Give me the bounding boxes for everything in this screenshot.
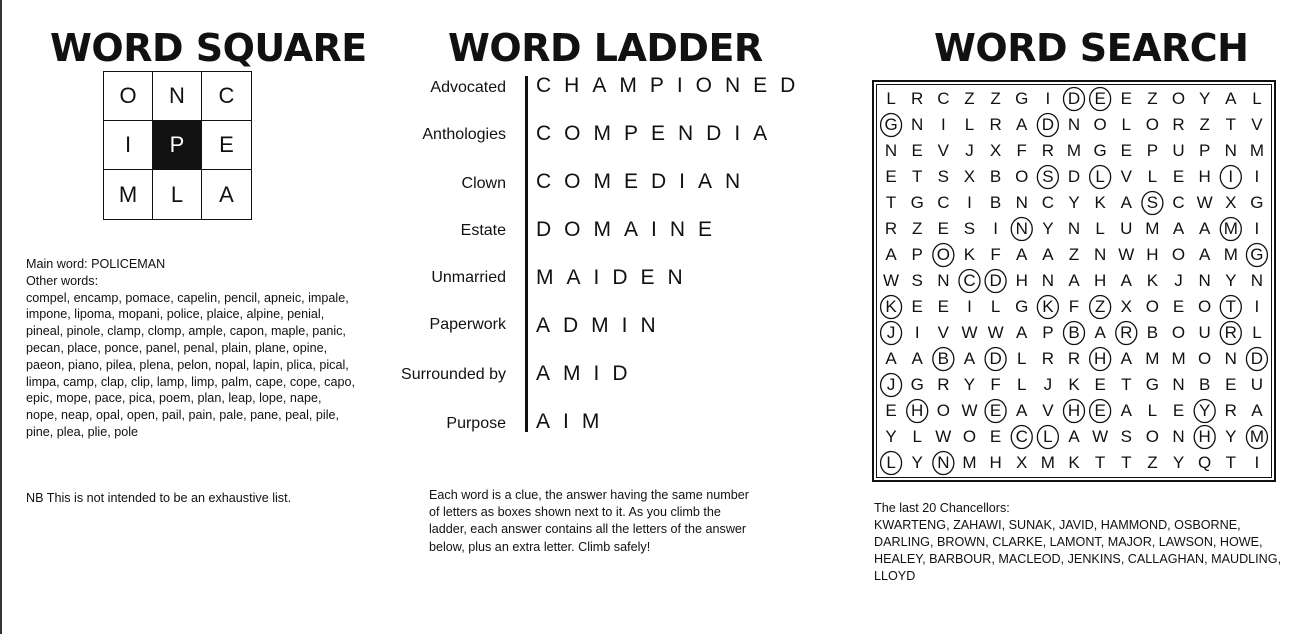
word-search-letter: N <box>1015 219 1028 238</box>
word-search-letter: I <box>914 323 920 342</box>
word-search-letter: A <box>885 349 897 368</box>
word-search-letter: A <box>1016 245 1028 264</box>
word-search-letter: N <box>1172 375 1185 394</box>
ladder-instructions: Each word is a clue, the answer having the same number of letters as boxes shown next to it. As you climb the ladder, each answer contains all the letters of the answer below, plus an extra letter. Climb safely! <box>429 488 749 554</box>
word-search-letter: X <box>1225 193 1237 212</box>
word-square-cell: L <box>153 170 202 219</box>
word-search-letter: G <box>1145 375 1159 394</box>
word-search-letter: Z <box>1147 89 1158 108</box>
word-search-letter: A <box>1225 89 1237 108</box>
word-square-note: NB This is not intended to be an exhaustive list. <box>26 491 292 505</box>
word-search-letter: W <box>883 271 900 290</box>
word-search-letter: N <box>1041 271 1054 290</box>
word-search-letter: C <box>1172 193 1185 212</box>
word-search-letter: X <box>963 167 976 186</box>
word-square-grid <box>103 71 252 220</box>
word-search-letter: V <box>937 141 949 160</box>
word-search-letter: A <box>1172 219 1185 238</box>
word-search-letter: N <box>884 141 898 160</box>
word-search-letter: D <box>1250 349 1264 368</box>
word-search-letter: Z <box>1068 245 1080 264</box>
ladder-clue: Surrounded by <box>401 366 506 383</box>
word-search-letter: D <box>989 271 1002 290</box>
word-search-letter: Y <box>911 453 923 472</box>
word-search-letter: U <box>1250 375 1264 394</box>
word-search-letter: O <box>1145 297 1159 316</box>
word-search-letter: L <box>886 89 896 108</box>
word-search-letter: E <box>1225 375 1237 394</box>
word-search-letter: S <box>1120 427 1132 446</box>
word-search-letter: K <box>1042 297 1054 316</box>
word-search-letter: P <box>1198 141 1211 160</box>
word-search-letter: E <box>989 427 1002 446</box>
word-search-letter: H <box>989 453 1002 472</box>
word-search-letter: R <box>937 375 950 394</box>
word-search-letter: N <box>937 271 950 290</box>
word-search-letter: X <box>989 141 1002 160</box>
word-search-letter: B <box>989 193 1002 212</box>
word-search-letter: M <box>1066 141 1082 160</box>
word-search-letter: E <box>1172 167 1185 186</box>
word-search-letter: S <box>1146 193 1159 212</box>
word-search-letter: I <box>1254 453 1260 472</box>
word-search-letter: I <box>1045 89 1051 108</box>
word-search-letter: S <box>937 167 949 186</box>
word-search-letter: R <box>1067 349 1081 368</box>
word-search-letter: S <box>963 219 976 238</box>
word-search-letter: H <box>1198 427 1211 446</box>
word-search-letter: C <box>963 271 976 290</box>
word-search-letter: L <box>1095 219 1105 238</box>
word-search-letter: M <box>962 453 977 472</box>
word-search-letter: Y <box>1225 427 1237 446</box>
word-search-letter: O <box>936 245 950 264</box>
word-search-letter: G <box>910 375 924 394</box>
page-left-border <box>0 0 2 634</box>
word-search-letter: N <box>1250 271 1264 290</box>
word-search-letter: B <box>1146 323 1159 342</box>
word-search-letter: E <box>1172 297 1185 316</box>
word-ladder-title: WORD LADDER <box>448 26 763 70</box>
word-search-letter: O <box>1015 167 1029 186</box>
word-search-letter: T <box>1225 115 1236 134</box>
word-search-letter: K <box>963 245 976 264</box>
word-search-letter: M <box>1249 141 1264 160</box>
word-square-cell: P <box>153 121 202 170</box>
word-search-letter: G <box>1093 141 1107 160</box>
word-search-letter: Y <box>963 375 976 394</box>
word-search-letter: R <box>1224 401 1237 420</box>
word-search-letter: E <box>937 219 949 238</box>
word-search-letter: W <box>1118 245 1135 264</box>
word-search-letter: P <box>1042 323 1054 342</box>
word-search-letter: K <box>1068 453 1080 472</box>
word-search-letter: O <box>1171 245 1186 264</box>
word-search-letter: J <box>1043 375 1053 394</box>
word-search-letter: L <box>964 115 975 134</box>
ladder-clue: Clown <box>461 175 506 192</box>
word-search-letter: Q <box>1198 453 1212 472</box>
word-search-letter: O <box>1198 349 1212 368</box>
word-square-solution <box>26 256 356 441</box>
word-search-letter: B <box>989 167 1002 186</box>
other-words-list: compel, encamp, pomace, capelin, pencil, apneic, impale, impone, lipoma, mopani, police, plaice, alpine, penial, pineal, pinole, clamp, clomp, ample, capon, maple, panic, pecan, place, ponce, panel, penal, plain, plane, opine, paeon, piano, pilea, plena, pelon, nopal, lapin, plica, pical, limpa, camp, clap, clip, lamp, limp, palm, cape, cope, capo, epic, mope, pace, pica, poem, plan, leap, lope, nape, nope, neap, opal, open, pail, pain, pale, pane, peal, pile, pine, plea, plie, pole <box>26 290 355 439</box>
word-search-letter: E <box>885 167 897 186</box>
word-search-letter: Z <box>1147 453 1158 472</box>
word-search-letter: A <box>885 245 897 264</box>
word-search-letter: A <box>963 349 976 368</box>
word-search-letter: H <box>1146 245 1159 264</box>
word-search-letter: E <box>937 297 949 316</box>
ladder-answer: AIM <box>536 410 613 433</box>
word-search-letter: W <box>961 401 978 420</box>
word-search-letter: I <box>993 219 998 238</box>
word-search-letter: A <box>1198 219 1211 238</box>
word-search-letter: R <box>1224 323 1237 342</box>
word-search-letter: M <box>1249 427 1264 446</box>
word-search-letter: T <box>885 193 897 212</box>
word-search-letter: V <box>1251 115 1263 134</box>
word-search-letter: H <box>1198 167 1211 186</box>
word-search-letter: E <box>989 401 1002 420</box>
word-search-letter: J <box>886 375 896 394</box>
word-search-letter: T <box>1121 453 1132 472</box>
word-search-letter: L <box>1016 349 1027 368</box>
word-search-letter: A <box>1016 401 1028 420</box>
word-search-letter: M <box>1171 349 1186 368</box>
word-search-letter: G <box>1250 193 1264 212</box>
word-search-letter: N <box>1015 193 1028 212</box>
word-search-letter: C <box>1041 193 1054 212</box>
word-search-letter: K <box>885 297 897 316</box>
word-search-letter: L <box>1252 89 1262 108</box>
word-search-letter: I <box>940 115 946 134</box>
word-search-letter: D <box>1067 167 1081 186</box>
word-square-cell: C <box>202 72 251 121</box>
word-search-letter: L <box>1016 375 1027 394</box>
word-search-letter: B <box>1068 323 1080 342</box>
word-search-letter: E <box>1094 375 1106 394</box>
word-search-letter: O <box>962 427 977 446</box>
word-search-letter: A <box>1120 349 1132 368</box>
word-search-letter: A <box>1120 193 1132 212</box>
main-word: Main word: POLICEMAN <box>26 257 166 271</box>
word-search-letter: R <box>884 219 898 238</box>
word-search-letter: W <box>1196 193 1213 212</box>
word-search-letter: V <box>937 323 949 342</box>
word-search-letter: F <box>1068 297 1080 316</box>
word-search-letter: T <box>912 167 923 186</box>
word-search-letter: X <box>1016 453 1028 472</box>
word-search-letter: F <box>1016 141 1027 160</box>
word-search-letter: O <box>1171 89 1186 108</box>
word-search-letter: Y <box>1172 453 1185 472</box>
word-search-letter: L <box>886 453 896 472</box>
word-search-letter: T <box>1094 453 1106 472</box>
word-search-letter: N <box>937 453 950 472</box>
ladder-clue: Unmarried <box>431 269 506 286</box>
word-search-letter: E <box>1094 401 1106 420</box>
word-search-letter: E <box>1120 89 1132 108</box>
word-search-title: WORD SEARCH <box>934 26 1249 70</box>
word-search-letter: H <box>1093 349 1107 368</box>
word-search-letter: O <box>936 401 950 420</box>
word-square-cell: I <box>104 121 153 170</box>
word-search-letter: A <box>1068 271 1080 290</box>
word-search-letter: Z <box>912 219 923 238</box>
word-search-letter: A <box>1016 323 1028 342</box>
word-search-letter: Y <box>885 427 897 446</box>
word-search-letter: A <box>1251 401 1263 420</box>
word-search-letter: S <box>911 271 923 290</box>
word-search-letter: L <box>1095 167 1105 186</box>
word-search-letter: A <box>911 349 923 368</box>
word-search-letter: A <box>1016 115 1028 134</box>
word-search-letter: K <box>1068 375 1080 394</box>
word-search-letter: O <box>1145 115 1159 134</box>
word-search-letter: D <box>1067 89 1081 108</box>
word-search-letter: A <box>1094 323 1106 342</box>
word-search-letter: M <box>1223 245 1238 264</box>
word-search-letter: C <box>937 89 950 108</box>
word-search-letter: U <box>1172 141 1185 160</box>
word-square-cell: A <box>219 181 234 207</box>
word-search-letter: Y <box>1198 401 1211 420</box>
word-search-letter: I <box>1254 297 1260 316</box>
word-search-letter: P <box>911 245 923 264</box>
word-search-letter: L <box>1043 427 1053 446</box>
word-search-letter: C <box>937 193 950 212</box>
word-search-letter: T <box>1121 375 1132 394</box>
word-search-letter: N <box>1224 349 1237 368</box>
word-search-caption <box>874 500 1294 585</box>
word-search-letter: W <box>1092 427 1109 446</box>
word-search-letter: K <box>1146 271 1159 290</box>
word-search-letter: E <box>1172 401 1185 420</box>
word-search-letter: A <box>1120 271 1132 290</box>
ladder-clue: Paperwork <box>429 316 506 333</box>
word-search-letter: L <box>990 297 1001 316</box>
word-search-letter: S <box>1042 167 1054 186</box>
word-search-letter: D <box>989 349 1002 368</box>
word-search-letter: F <box>990 375 1001 394</box>
word-search-letter: N <box>1067 219 1081 238</box>
ladder-answer: DOMAINE <box>536 218 726 241</box>
word-search-letter: U <box>1198 323 1211 342</box>
word-search-letter: E <box>885 401 897 420</box>
word-search-letter: W <box>961 323 978 342</box>
word-search-letter: H <box>1067 401 1081 420</box>
other-words-heading: Other words: <box>26 273 99 288</box>
word-search-letter: R <box>1120 323 1133 342</box>
word-search-letter: P <box>1146 141 1159 160</box>
word-search-letter: E <box>1094 89 1106 108</box>
word-search-letter: Z <box>964 89 975 108</box>
word-search-letter: R <box>989 115 1002 134</box>
ladder-clue: Estate <box>460 222 506 239</box>
ladder-clue: Advocated <box>430 79 506 96</box>
word-search-letter: M <box>1040 453 1055 472</box>
word-search-letter: N <box>1198 271 1211 290</box>
word-search-letter: R <box>911 89 924 108</box>
word-search-letter: N <box>911 115 924 134</box>
word-search-letter: M <box>1145 219 1160 238</box>
word-square-cell: M <box>104 170 153 219</box>
word-search-letter: J <box>886 323 896 342</box>
word-search-letter: E <box>1120 141 1132 160</box>
word-search-letter: L <box>912 427 922 446</box>
word-search-letter: D <box>1041 115 1054 134</box>
word-search-letter: N <box>1093 245 1107 264</box>
word-search-letter: I <box>967 297 972 316</box>
word-search-letter: Z <box>1199 115 1210 134</box>
ladder-answer: ADMIN <box>536 314 669 337</box>
word-search-letter: W <box>987 323 1004 342</box>
word-search-letter: J <box>965 141 974 160</box>
ladder-answer: COMEDIAN <box>536 170 754 193</box>
ladder-answer: CHAMPIONED <box>536 74 809 97</box>
word-search-letter: H <box>911 401 924 420</box>
word-search-letter: K <box>1094 193 1106 212</box>
ladder-clue: Purpose <box>446 415 506 432</box>
word-search-letter: Y <box>1068 193 1080 212</box>
word-search-letter: Z <box>990 89 1001 108</box>
word-search-letter: L <box>1147 401 1158 420</box>
word-search-letter: A <box>1120 401 1132 420</box>
word-search-letter: G <box>884 115 898 134</box>
word-search-letter: O <box>1093 115 1107 134</box>
word-search-letter: L <box>1147 167 1158 186</box>
word-search-letter: B <box>1198 375 1211 394</box>
ladder-rail <box>525 76 528 432</box>
word-square-cell: E <box>202 121 251 170</box>
ladder-answer: MAIDEN <box>536 266 696 289</box>
word-search-letter: W <box>935 427 952 446</box>
word-search-letter: C <box>1015 427 1028 446</box>
word-search-letter: A <box>1198 245 1211 264</box>
word-square-cell: O <box>104 72 153 121</box>
ladder-clue: Anthologies <box>422 126 506 143</box>
word-search-letter: U <box>1120 219 1133 238</box>
word-search-letter: Y <box>1198 89 1211 108</box>
word-search-letter: R <box>1041 349 1054 368</box>
word-search-letter: R <box>1172 115 1185 134</box>
word-search-letter: L <box>1121 115 1131 134</box>
word-search-letter: I <box>1228 167 1234 186</box>
word-search-letter: N <box>1172 427 1185 446</box>
word-search-grid <box>878 86 1270 476</box>
word-search-letter: L <box>1252 323 1262 342</box>
word-search-letter: G <box>1250 245 1264 264</box>
word-search-letter: T <box>1225 453 1236 472</box>
word-search-letter: I <box>967 193 972 212</box>
word-search-letter: X <box>1120 297 1132 316</box>
word-search-letter: I <box>1254 167 1260 186</box>
word-search-letter: E <box>911 297 923 316</box>
ladder-answer: AMID <box>536 362 641 385</box>
word-search-letter: O <box>1171 323 1186 342</box>
word-search-letter: M <box>1145 349 1160 368</box>
ladder-answer: COMPENDIA <box>536 122 781 145</box>
word-search-letter: H <box>1093 271 1107 290</box>
word-search-letter: M <box>1223 219 1238 238</box>
word-search-letter: I <box>1254 219 1260 238</box>
word-search-letter: Z <box>1094 297 1106 316</box>
word-search-letter: G <box>1015 297 1029 316</box>
word-search-letter: A <box>1068 427 1080 446</box>
word-search-letter: R <box>1041 141 1054 160</box>
word-search-letter: N <box>1067 115 1081 134</box>
word-search-letter: O <box>1145 427 1159 446</box>
word-search-letter: G <box>1015 89 1029 108</box>
word-search-letter: O <box>1198 297 1212 316</box>
word-search-letter: N <box>1224 141 1237 160</box>
word-square-cell: N <box>153 72 202 121</box>
word-search-letter: T <box>1225 297 1236 316</box>
word-search-letter: G <box>910 193 924 212</box>
word-search-letter: Y <box>1042 219 1054 238</box>
word-search-letter: A <box>1042 245 1054 264</box>
word-square-title: WORD SQUARE <box>50 26 367 70</box>
chancellors-list: KWARTENG, ZAHAWI, SUNAK, JAVID, HAMMOND, OSBORNE, DARLING, BROWN, CLARKE, LAMONT, MAJOR, LAWSON, HOWE, HEALEY, BARBOUR, MACLEOD, JENKINS, CALLAGHAN, MAUDLING, LLOYD <box>874 518 1282 583</box>
chancellors-heading: The last 20 Chancellors: <box>874 501 1010 515</box>
word-search-letter: J <box>1174 271 1183 290</box>
word-search-letter: V <box>1042 401 1054 420</box>
word-search-letter: H <box>1015 271 1028 290</box>
word-search-letter: E <box>911 141 923 160</box>
word-search-letter: F <box>990 245 1001 264</box>
word-search-letter: V <box>1120 167 1132 186</box>
word-search-letter: B <box>937 349 949 368</box>
word-search-letter: Y <box>1225 271 1237 290</box>
